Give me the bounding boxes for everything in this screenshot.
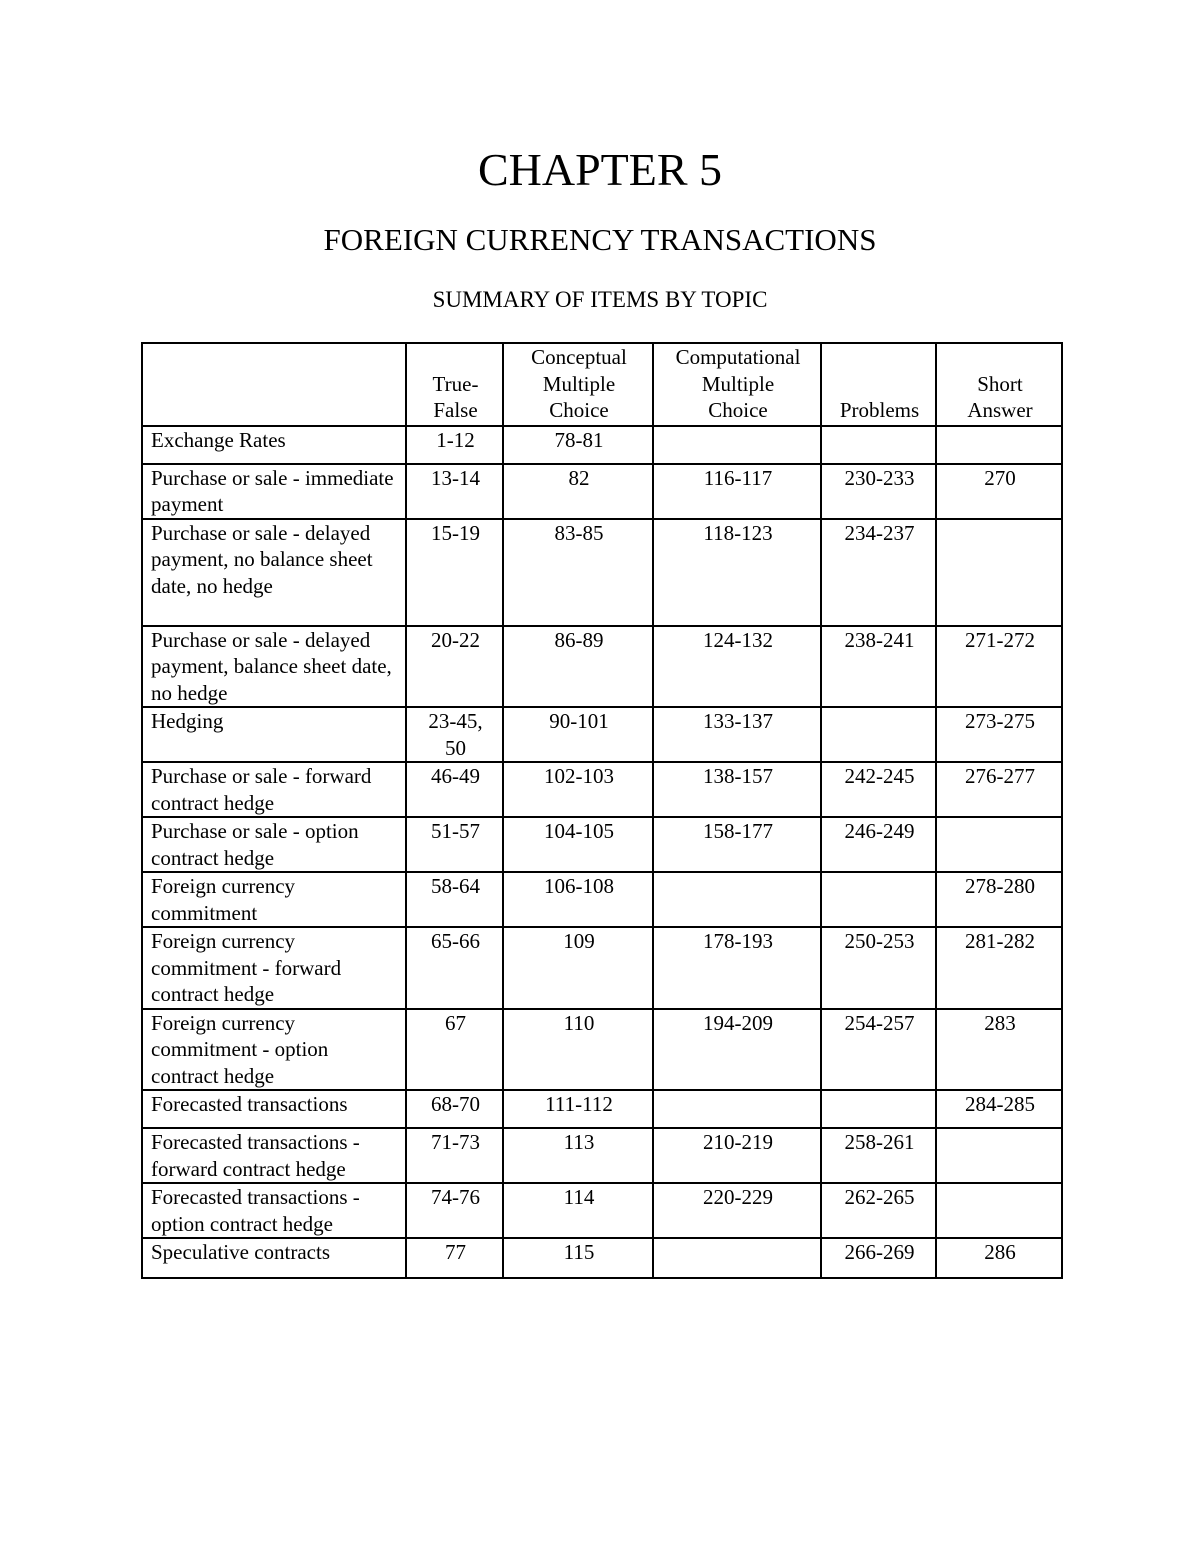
column-header-conceptual-mc: Conceptual Multiple Choice <box>503 343 653 426</box>
cell-true-false: 58-64 <box>406 872 503 927</box>
cell-topic: Purchase or sale - delayed payment, no balance sheet date, no hedge <box>142 519 406 626</box>
cell-true-false: 15-19 <box>406 519 503 626</box>
cell-topic: Foreign currency commitment <box>142 872 406 927</box>
cell-computational-mc <box>653 872 821 927</box>
cell-conceptual-mc: 90-101 <box>503 707 653 762</box>
cell-conceptual-mc: 104-105 <box>503 817 653 872</box>
cell-problems: 246-249 <box>821 817 936 872</box>
cell-topic: Hedging <box>142 707 406 762</box>
cell-conceptual-mc: 102-103 <box>503 762 653 817</box>
cell-short-answer <box>936 817 1062 872</box>
cell-problems <box>821 872 936 927</box>
cell-short-answer <box>936 1183 1062 1238</box>
table-row <box>142 426 1062 464</box>
cell-computational-mc: 124-132 <box>653 626 821 708</box>
table-row <box>142 872 1062 927</box>
cell-conceptual-mc: 106-108 <box>503 872 653 927</box>
table-row <box>142 1090 1062 1128</box>
cell-short-answer <box>936 1128 1062 1183</box>
cell-short-answer: 283 <box>936 1009 1062 1091</box>
cell-computational-mc: 158-177 <box>653 817 821 872</box>
table-row <box>142 1128 1062 1183</box>
column-header-topic <box>142 343 406 426</box>
column-header-true-false: True- False <box>406 343 503 426</box>
cell-problems: 258-261 <box>821 1128 936 1183</box>
cell-problems: 238-241 <box>821 626 936 708</box>
cell-conceptual-mc: 114 <box>503 1183 653 1238</box>
cell-true-false: 71-73 <box>406 1128 503 1183</box>
cell-conceptual-mc: 78-81 <box>503 426 653 464</box>
cell-short-answer <box>936 426 1062 464</box>
cell-conceptual-mc: 109 <box>503 927 653 1009</box>
cell-problems: 266-269 <box>821 1238 936 1278</box>
cell-true-false: 23-45, 50 <box>406 707 503 762</box>
cell-computational-mc <box>653 1238 821 1278</box>
cell-short-answer <box>936 519 1062 626</box>
cell-conceptual-mc: 111-112 <box>503 1090 653 1128</box>
cell-problems: 250-253 <box>821 927 936 1009</box>
cell-conceptual-mc: 110 <box>503 1009 653 1091</box>
chapter-heading: CHAPTER 5 <box>477 144 723 195</box>
chapter-title: FOREIGN CURRENCY TRANSACTIONS <box>323 222 877 257</box>
cell-computational-mc: 118-123 <box>653 519 821 626</box>
cell-problems <box>821 1090 936 1128</box>
header-row <box>142 343 1062 426</box>
table-row <box>142 1009 1062 1091</box>
cell-conceptual-mc: 115 <box>503 1238 653 1278</box>
cell-topic: Foreign currency commitment - forward contract hedge <box>142 927 406 1009</box>
table-row <box>142 707 1062 762</box>
cell-problems: 230-233 <box>821 464 936 519</box>
cell-computational-mc: 220-229 <box>653 1183 821 1238</box>
table-row <box>142 1238 1062 1278</box>
cell-topic: Forecasted transactions - option contract hedge <box>142 1183 406 1238</box>
cell-computational-mc: 133-137 <box>653 707 821 762</box>
cell-computational-mc: 210-219 <box>653 1128 821 1183</box>
cell-computational-mc <box>653 426 821 464</box>
cell-true-false: 65-66 <box>406 927 503 1009</box>
cell-computational-mc: 116-117 <box>653 464 821 519</box>
cell-problems <box>821 707 936 762</box>
cell-topic: Speculative contracts <box>142 1238 406 1278</box>
table-row <box>142 817 1062 872</box>
cell-true-false: 20-22 <box>406 626 503 708</box>
cell-topic: Purchase or sale - forward contract hedge <box>142 762 406 817</box>
cell-short-answer: 273-275 <box>936 707 1062 762</box>
table-row <box>142 762 1062 817</box>
cell-problems: 242-245 <box>821 762 936 817</box>
cell-true-false: 68-70 <box>406 1090 503 1128</box>
cell-conceptual-mc: 83-85 <box>503 519 653 626</box>
cell-problems <box>821 426 936 464</box>
cell-topic: Forecasted transactions - forward contract hedge <box>142 1128 406 1183</box>
cell-true-false: 74-76 <box>406 1183 503 1238</box>
cell-problems: 262-265 <box>821 1183 936 1238</box>
cell-topic: Forecasted transactions <box>142 1090 406 1128</box>
cell-short-answer: 270 <box>936 464 1062 519</box>
cell-conceptual-mc: 82 <box>503 464 653 519</box>
cell-true-false: 51-57 <box>406 817 503 872</box>
column-header-short-answer: Short Answer <box>936 343 1062 426</box>
cell-true-false: 13-14 <box>406 464 503 519</box>
cell-short-answer: 281-282 <box>936 927 1062 1009</box>
cell-topic: Foreign currency commitment - option contract hedge <box>142 1009 406 1091</box>
cell-computational-mc: 194-209 <box>653 1009 821 1091</box>
cell-true-false: 77 <box>406 1238 503 1278</box>
table-row <box>142 927 1062 1009</box>
cell-short-answer: 286 <box>936 1238 1062 1278</box>
cell-conceptual-mc: 113 <box>503 1128 653 1183</box>
cell-topic: Exchange Rates <box>142 426 406 464</box>
summary-table-header <box>142 343 1062 426</box>
cell-true-false: 1-12 <box>406 426 503 464</box>
section-heading: SUMMARY OF ITEMS BY TOPIC <box>432 287 768 312</box>
table-row <box>142 1183 1062 1238</box>
cell-true-false: 46-49 <box>406 762 503 817</box>
column-header-computational-mc: Computational Multiple Choice <box>653 343 821 426</box>
cell-problems: 234-237 <box>821 519 936 626</box>
cell-topic: Purchase or sale - option contract hedge <box>142 817 406 872</box>
cell-short-answer: 278-280 <box>936 872 1062 927</box>
cell-computational-mc: 178-193 <box>653 927 821 1009</box>
table-row <box>142 519 1062 626</box>
column-header-problems: Problems <box>821 343 936 426</box>
cell-short-answer: 284-285 <box>936 1090 1062 1128</box>
summary-table <box>141 342 1063 1279</box>
cell-true-false: 67 <box>406 1009 503 1091</box>
cell-topic: Purchase or sale - immediate payment <box>142 464 406 519</box>
table-row <box>142 464 1062 519</box>
cell-short-answer: 276-277 <box>936 762 1062 817</box>
table-row <box>142 626 1062 708</box>
cell-computational-mc <box>653 1090 821 1128</box>
cell-problems: 254-257 <box>821 1009 936 1091</box>
cell-conceptual-mc: 86-89 <box>503 626 653 708</box>
summary-table-body <box>142 426 1062 1279</box>
cell-computational-mc: 138-157 <box>653 762 821 817</box>
cell-topic: Purchase or sale - delayed payment, balance sheet date, no hedge <box>142 626 406 708</box>
cell-short-answer: 271-272 <box>936 626 1062 708</box>
